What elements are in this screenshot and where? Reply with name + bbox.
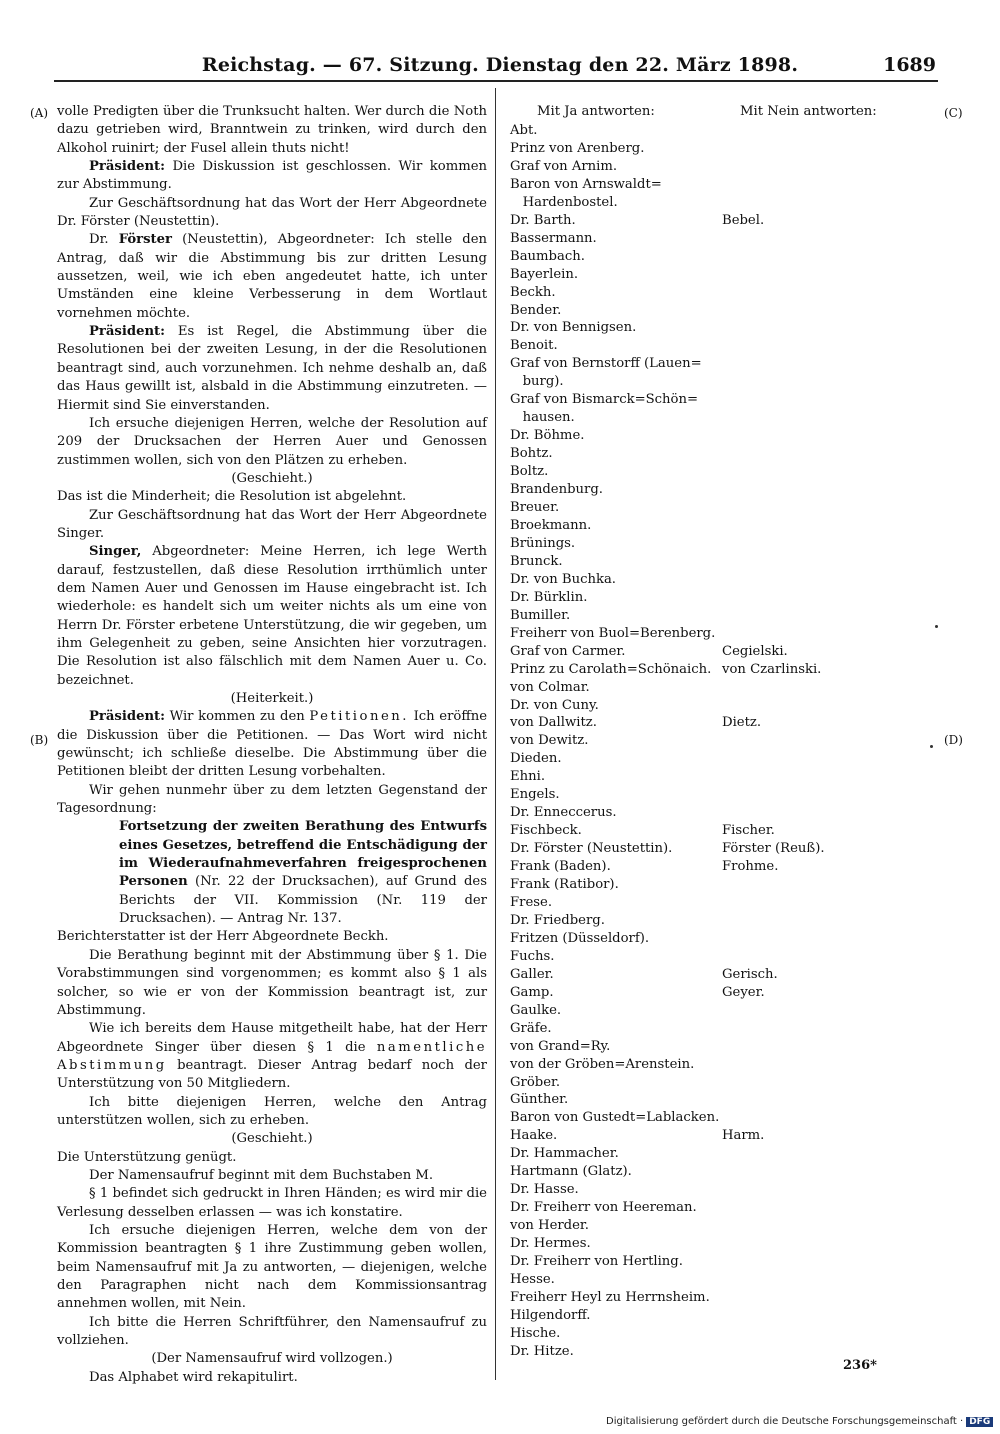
agenda-text: (Nr. 22 der Drucksachen), auf Grund des Berichts der VII. Kommission (Nr. 119 der Drucksachen). — Antrag Nr. 137. [119,874,487,927]
nein-voter: Harm. [722,1128,765,1144]
paragraph [57,708,487,781]
ja-voter: Bassermann. [510,230,597,246]
ja-voter: von der Gröben=Arenstein. [510,1056,695,1072]
ja-voter: Prinz zu Carolath=Schönaich. [510,661,712,677]
paragraph [57,158,487,195]
ja-voter: Dr. Enneccerus. [510,805,617,821]
nein-voter: Förster (Reuß). [722,841,825,857]
ja-voter: Dr. von Cuny. [510,697,599,713]
speaker-name: Förster [118,232,172,248]
header-rule [54,80,938,82]
table-row [510,1145,930,1163]
table-row [510,876,930,894]
ja-voter: Freiherr Heyl zu Herrnsheim. [510,1289,710,1305]
table-row [510,1217,930,1235]
page-header [0,54,1000,80]
paragraph [57,543,487,690]
ja-voter: Brünings. [510,535,576,551]
nein-voter: Fischer. [722,823,775,839]
ja-voter: Dr. Barth. [510,212,576,228]
table-row [510,607,930,625]
column-divider [495,88,496,1380]
table-row [510,1163,930,1181]
page-number: 1689 [883,54,936,76]
speech-text: Abgeordneter: Meine Herren, ich lege Werth darauf, festzustellen, daß diese Resolution irrthümlich unter dem Namen Auer und Genossen im Hause eingebracht ist. Ich wiederhole: es handelt sich um weiter nichts als um eine von Herrn Dr. Förster erbetene Unterstützung, die wir gegeben, um ihm Gelegenheit zu geben, seine Ansichten hier vorzutragen. Die Resolution ist also fälschlich mit dem Namen Auer u. Co. bezeichnet. [57,544,487,688]
table-row [510,1091,930,1109]
ja-voter: Graf von Bismarck=Schön= [510,392,699,408]
ja-voter: Brandenburg. [510,482,603,498]
table-row [510,589,930,607]
table-row [510,625,930,643]
ja-voter: von Colmar. [510,679,590,695]
speech-text: Wir kommen zu den [165,709,310,725]
table-row [510,1325,930,1343]
margin-mark-d: (D) [944,733,963,747]
ja-column-header: Mit Ja antworten: [537,104,655,119]
ja-voter: Günther. [510,1092,569,1108]
ja-voter: Gröber. [510,1074,561,1090]
ja-voter: Gamp. [510,984,554,1000]
speech-text: Es ist Regel, die Abstimmung über die Resolutionen bei der zweiten Lesung, in der die Resolutionen beantragt sind, auch vorzunehmen. Ich nehme deshalb an, daß das Haus gewillt ist, alsbald in die Abstimmung einzutreten. — Hiermit sind Sie einverstanden. [57,324,487,413]
table-row [510,786,930,804]
ja-voter: Frese. [510,894,553,910]
table-row [510,1271,930,1289]
table-row [510,1074,930,1092]
vote-list [510,122,930,1361]
ja-voter: Beckh. [510,284,556,300]
sheet-signature: 236* [843,1358,877,1373]
table-row [510,158,930,176]
speech-text: beantragt. Dieser Antrag bedarf noch der Unterstützung von 50 Mitgliedern. [57,1057,487,1092]
ja-voter: Gräfe. [510,1020,552,1036]
ja-voter: Dr. Hammacher. [510,1146,619,1162]
margin-mark-c: (C) [944,106,963,120]
ja-voter: Graf von Bernstorff (Lauen= [510,356,702,372]
ja-voter: Galler. [510,966,554,982]
table-row [510,463,930,481]
emphasized-text: Petitionen. [309,709,409,725]
table-row [510,194,930,212]
table-row [510,176,930,194]
paragraph: Die Unterstützung genügt. [57,1149,237,1165]
ja-voter: von Dallwitz. [510,715,597,731]
table-row [510,445,930,463]
table-row [510,1127,930,1145]
ja-voter: Ehni. [510,769,546,785]
nein-voter: Geyer. [722,984,765,1000]
ja-voter: von Herder. [510,1218,589,1234]
ja-voter: Dr. von Bennigsen. [510,320,637,336]
nein-column-header: Mit Nein antworten: [740,104,877,119]
paragraph [57,323,487,415]
table-row [510,337,930,355]
ja-voter: Dr. Förster (Neustettin). [510,841,673,857]
paragraph: Zur Geschäftsordnung hat das Wort der Herr Abgeordnete Singer. [57,507,487,541]
ja-voter: Abt. [510,123,538,138]
paragraph: Wir gehen nunmehr über zu dem letzten Gegenstand der Tagesordnung: [57,782,487,817]
table-row [510,427,930,445]
table-row [510,894,930,912]
table-row [510,1289,930,1307]
ja-voter: Frank (Ratibor). [510,877,619,893]
table-row [510,319,930,337]
ja-voter: Baron von Gustedt=Lablacken. [510,1110,720,1126]
ja-voter: Gaulke. [510,1002,562,1018]
nein-voter: Dietz. [722,715,762,731]
nein-voter: Gerisch. [722,966,778,982]
ja-voter: Engels. [510,787,560,803]
ja-voter: Prinz von Arenberg. [510,140,645,156]
table-row [510,679,930,697]
table-row [510,1056,930,1074]
table-row [510,409,930,427]
agenda-title: Fortsetzung der zweiten Berathung des Entwurfs eines Gesetzes, betreffend die Entschädigung der im Wiederaufnahmeverfahren freigesprochenen Personen [119,819,487,890]
speaker-title: Dr. [89,232,119,248]
ja-voter: Dr. Friedberg. [510,912,605,928]
ja-voter: Boltz. [510,464,549,480]
table-row [510,248,930,266]
table-row [510,948,930,966]
table-row [510,481,930,499]
nein-voter: Frohme. [722,859,779,875]
agenda-item [119,818,487,928]
table-row [510,1235,930,1253]
speech-text: (Neustettin), Abgeordneter: Ich stelle den Antrag, daß wir die Abstimmung bis zur dritten Lesung aussetzen, weil, wie ich eben angedeutet hatte, ich unter Umständen eine kleine Verbesserung in dem Wortlaut vornehmen möchte. [57,232,487,321]
speaker-name: Präsident: [89,709,166,725]
table-row [510,355,930,373]
ja-voter: Fischbeck. [510,823,582,839]
ja-voter: von Dewitz. [510,733,589,749]
paragraph: § 1 befindet sich gedruckt in Ihren Händen; es wird mir die Verlesung desselben erlassen — was ich konstatire. [57,1186,487,1220]
margin-mark-b: (B) [30,733,49,747]
ja-voter: Hische. [510,1325,561,1341]
table-row [510,499,930,517]
nein-voter: Cegielski. [722,643,788,659]
stage-direction: (Der Namensaufruf wird vollzogen.) [151,1351,393,1367]
table-row [510,212,930,230]
table-row [510,535,930,553]
speech-text: Wie ich bereits dem Hause mitgetheilt habe, hat der Herr Abgeordnete Singer über diesen § 1 die [57,1021,487,1055]
ja-voter: Dr. von Buchka. [510,571,616,587]
table-row [510,984,930,1002]
ja-voter: Hesse. [510,1272,555,1287]
paragraph: Berichterstatter ist der Herr Abgeordnete Beckh. [57,929,389,945]
paragraph [57,1020,487,1093]
digitization-footer [606,1416,993,1427]
speaker-name: Singer, [89,544,142,560]
ja-voter: Dr. Böhme. [510,428,585,444]
table-row [510,858,930,876]
ja-voter: hausen. [510,410,575,426]
table-row [510,840,930,858]
running-title: Reichstag. — 67. Sitzung. Dienstag den 22. März 1898. [201,54,799,76]
ja-voter: Hartmann (Glatz). [510,1164,632,1180]
table-row [510,1253,930,1271]
ja-voter: Graf von Arnim. [510,158,618,174]
ja-voter: Bender. [510,302,562,318]
ja-voter: Bumiller. [510,607,571,623]
table-row [510,1307,930,1325]
table-row [510,643,930,661]
paragraph: Die Berathung beginnt mit der Abstimmung über § 1. Die Vorabstimmungen sind vorgenommen; es kommt also § 1 als solcher, so wie er von der Kommission beantragt ist, zur Abstimmung. [57,947,487,1018]
table-row [510,373,930,391]
table-row [510,230,930,248]
ja-voter: Breuer. [510,500,560,516]
ja-voter: Graf von Carmer. [510,643,626,659]
ja-voter: Dr. Freiherr von Hertling. [510,1254,683,1270]
margin-mark-a: (A) [30,106,49,120]
paragraph: volle Predigten über die Trunksucht halten. Wer durch die Noth dazu getrieben wird, Branntwein zu trinken, wird durch den Alkohol ruinirt; der Fusel allein thuts nicht! [57,104,487,156]
speck [935,625,938,628]
ja-voter: Dr. Hitze. [510,1343,574,1359]
ja-voter: Fritzen (Düsseldorf). [510,930,650,946]
paragraph: Das Alphabet wird rekapitulirt. [89,1369,298,1385]
speaker-name: Präsident: [89,159,166,175]
table-row [510,930,930,948]
table-row [510,822,930,840]
table-row [510,697,930,715]
ja-voter: Brunck. [510,553,563,569]
table-row [510,266,930,284]
paragraph: Ich bitte diejenigen Herren, welche den Antrag unterstützen wollen, sich zu erheben. [57,1094,487,1128]
nein-voter: Bebel. [722,212,765,228]
table-row [510,750,930,768]
ja-voter: Hilgendorff. [510,1307,591,1323]
table-row [510,284,930,302]
table-row [510,1109,930,1127]
ja-voter: Broekmann. [510,517,592,533]
table-row [510,140,930,158]
paragraph: Das ist die Minderheit; die Resolution ist abgelehnt. [57,489,407,505]
ja-voter: Haake. [510,1128,558,1144]
ja-voter: Fuchs. [510,948,555,964]
emphasized-text: namentliche Abstimmung [57,1039,487,1073]
paragraph: Ich ersuche diejenigen Herren, welche dem von der Kommission beantragten § 1 ihre Zustimmung geben wollen, beim Namensaufruf mit Ja zu antworten, — diejenigen, welche den Paragraphen nicht nach dem Kommissionsantrag annehmen wollen, mit Nein. [57,1222,487,1312]
table-row [510,391,930,409]
table-row [510,714,930,732]
table-row [510,571,930,589]
ja-voter: Baumbach. [510,248,585,264]
table-row [510,768,930,786]
table-row [510,1002,930,1020]
ja-voter: Benoit. [510,338,558,354]
speck [930,745,933,748]
paragraph [57,231,487,323]
ja-voter: Dr. Hasse. [510,1182,579,1198]
paragraph: Zur Geschäftsordnung hat das Wort der Herr Abgeordnete Dr. Förster (Neustettin). [57,195,487,230]
ja-voter: Dr. Freiherr von Heereman. [510,1200,697,1216]
table-row [510,732,930,750]
stage-direction: (Heiterkeit.) [230,691,314,706]
table-row [510,1181,930,1199]
ja-voter: Bayerlein. [510,266,579,282]
dfg-logo: DFG [966,1417,993,1427]
table-row [510,517,930,535]
paragraph: Ich bitte die Herren Schriftführer, den Namensaufruf zu vollziehen. [57,1314,487,1349]
speaker-name: Präsident: [89,324,166,340]
stage-direction: (Geschieht.) [231,1131,313,1147]
ja-voter: Dr. Hermes. [510,1236,591,1252]
table-row [510,553,930,571]
ja-voter: Dieden. [510,751,562,767]
table-row [510,912,930,930]
table-row [510,661,930,679]
ja-voter: Freiherr von Buol=Berenberg. [510,625,716,641]
ja-voter: Hardenbostel. [510,194,618,210]
ja-voter: Bohtz. [510,446,553,462]
left-column-text [57,103,487,1387]
table-row [510,1199,930,1217]
table-row [510,1038,930,1056]
table-row [510,804,930,822]
ja-voter: burg). [510,374,564,390]
table-row [510,122,930,140]
ja-voter: Dr. Bürklin. [510,589,588,605]
table-row [510,1020,930,1038]
speech-text: Die Diskussion ist geschlossen. Wir kommen zur Abstimmung. [57,159,487,193]
paragraph: Der Namensaufruf beginnt mit dem Buchstaben M. [89,1167,434,1183]
nein-voter: von Czarlinski. [722,661,822,677]
ja-voter: von Grand=Ry. [510,1038,611,1054]
speech-text: Ich eröffne die Diskussion über die Petitionen. — Das Wort wird nicht gewünscht; ich schließe dieselbe. Die Abstimmung über die Petitionen bleibt der dritten Lesung vorbehalten. [57,709,488,780]
table-row [510,302,930,320]
ja-voter: Baron von Arnswaldt= [510,176,662,192]
paragraph: Ich ersuche diejenigen Herren, welche der Resolution auf 209 der Drucksachen der Herren Auer und Genossen zustimmen wollen, sich von den Plätzen zu erheben. [57,415,487,468]
stage-direction: (Geschieht.) [231,470,313,486]
ja-voter: Frank (Baden). [510,859,611,875]
footer-text: Digitalisierung gefördert durch die Deutsche Forschungsgemeinschaft · [606,1416,964,1427]
table-row [510,966,930,984]
